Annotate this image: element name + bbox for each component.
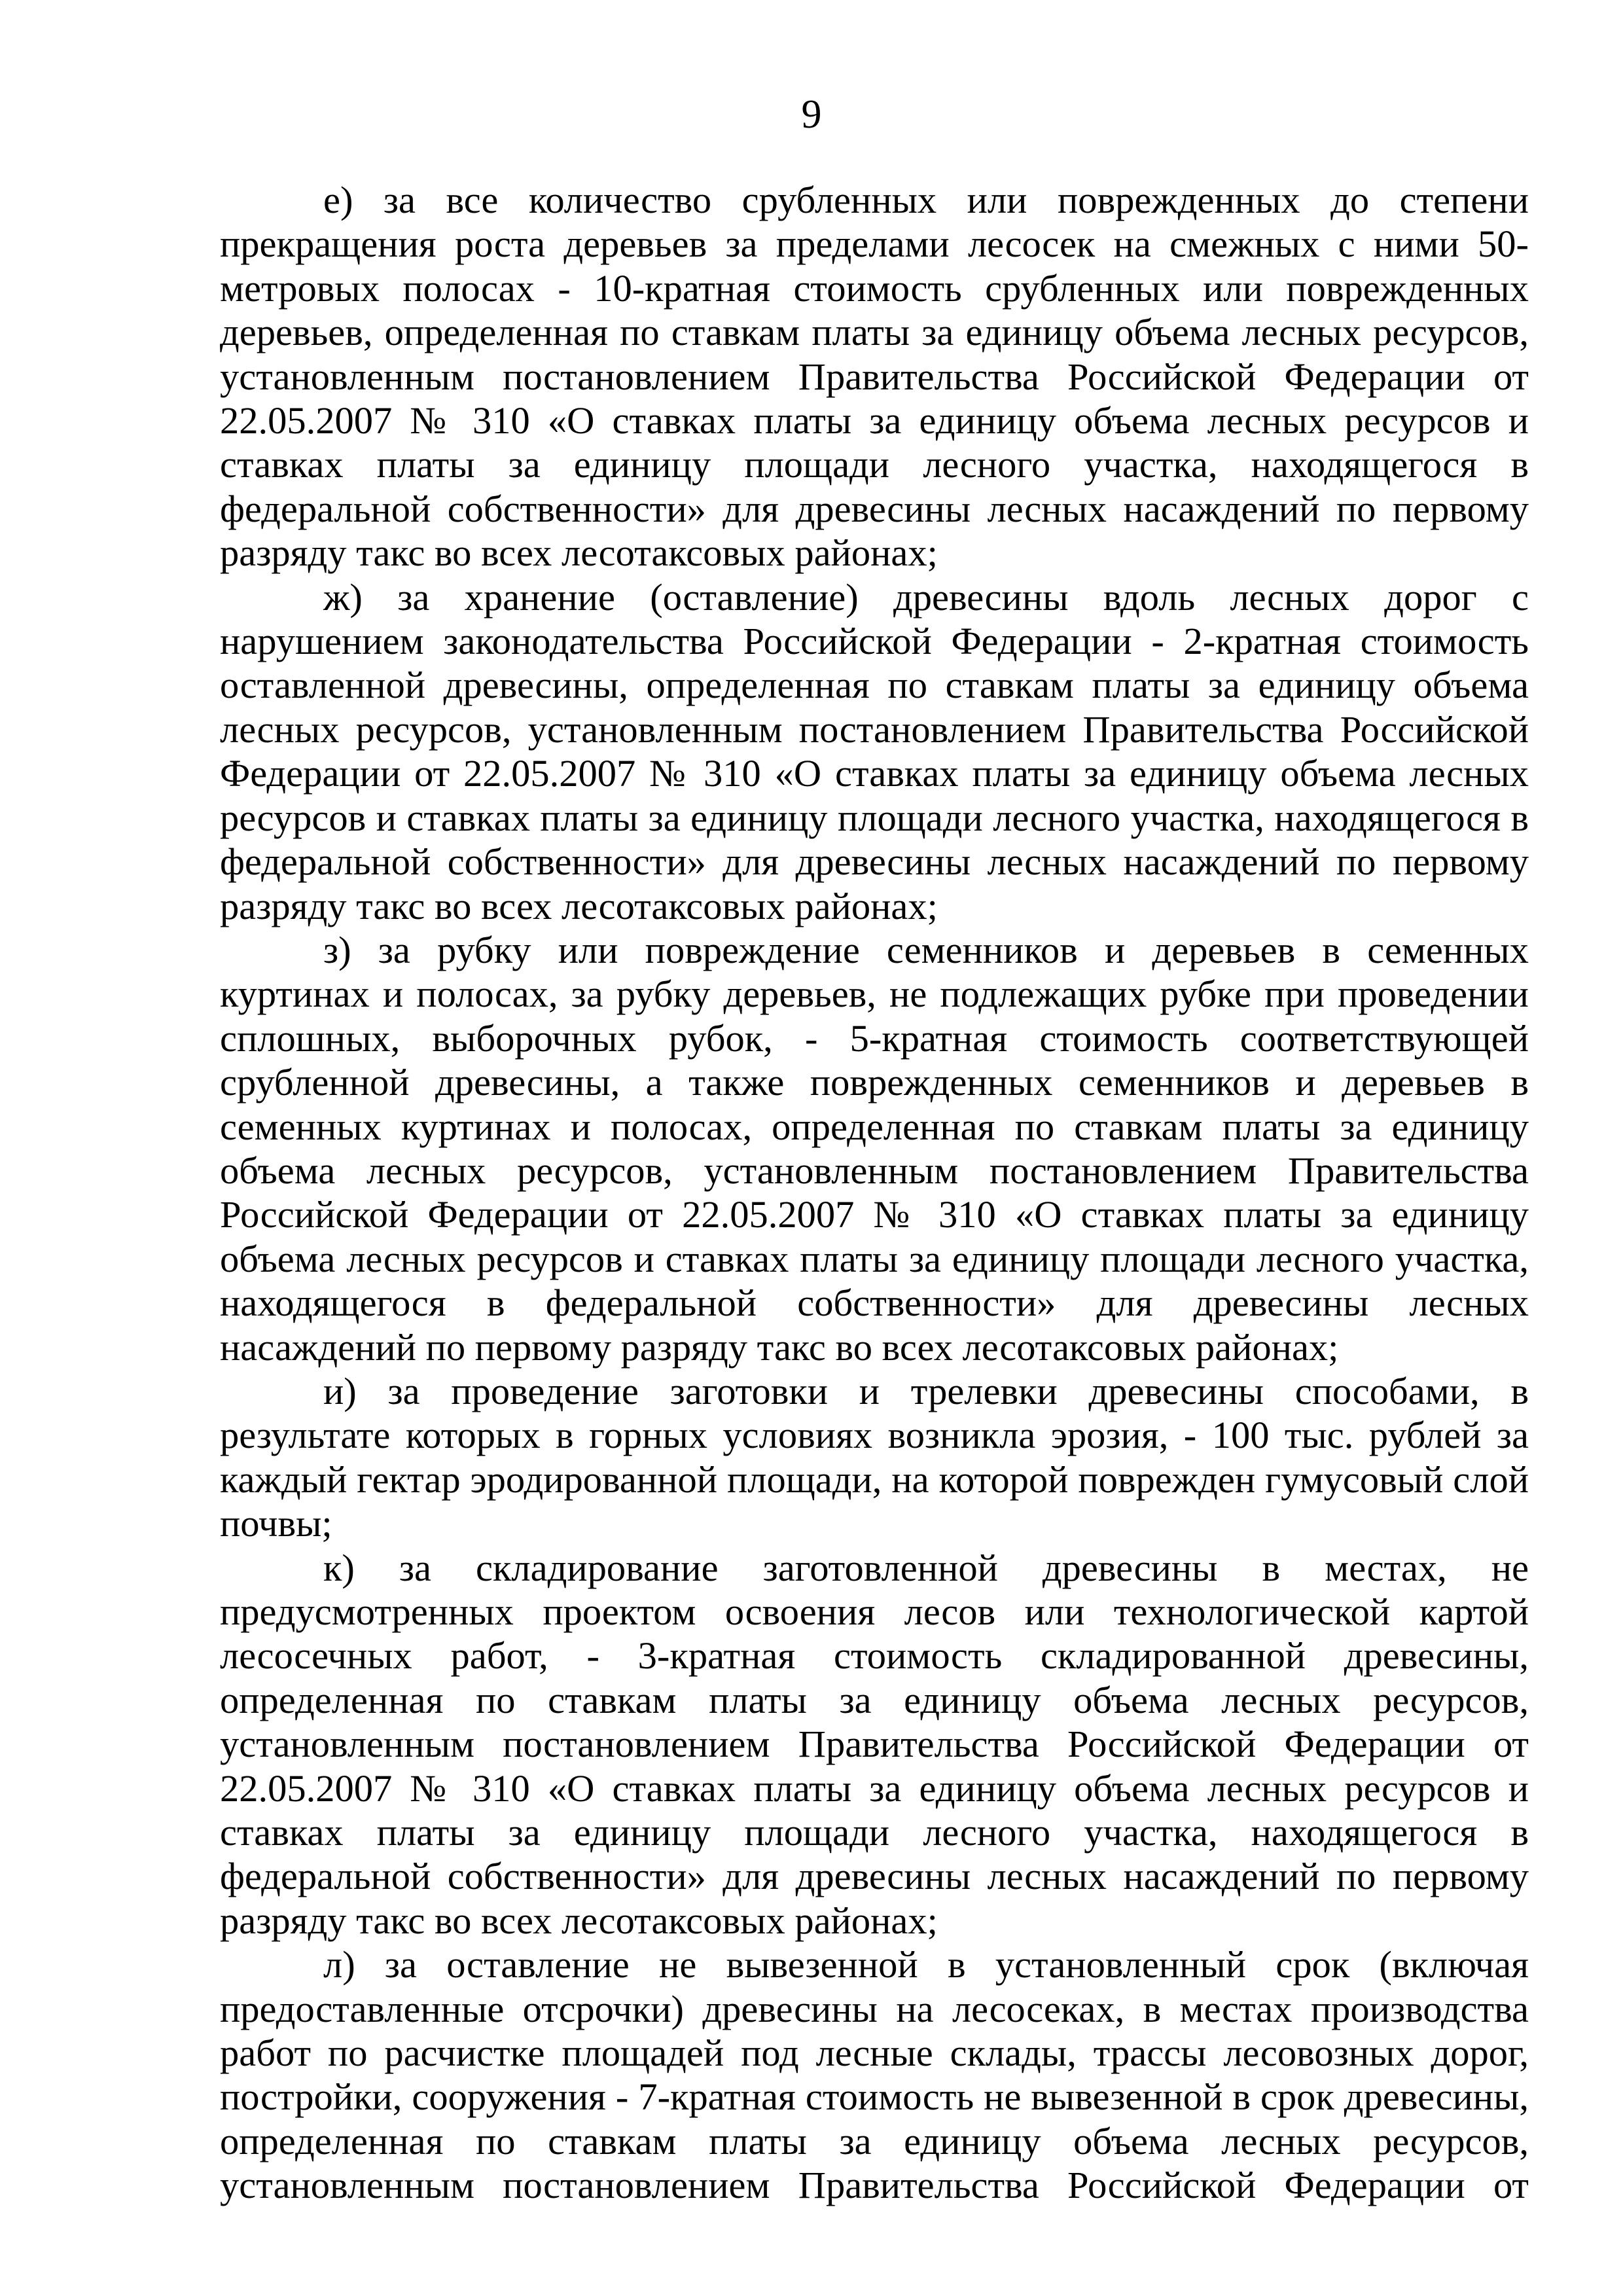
document-body xyxy=(220,178,1529,2208)
paragraph-zh: ж) за хранение (оставление) древесины вдоль лесных дорог с нарушением законодательства Российской Федерации - 2-кратная стоимость оставленной древесины, определенная по ставкам платы за единицу объема лесных ресурсов, установленным постановлением Правительства Российской Федерации от 22.05.2007 № 310 «О ставках платы за единицу объема лесных ресурсов и ставках платы за единицу площади лесного участка, находящегося в федеральной собственности» для древесины лесных насаждений по первому разряду такс во всех лесотаксовых районах; xyxy=(220,575,1529,927)
paragraph-i: и) за проведение заготовки и трелевки древесины способами, в результате которых в горных условиях возникла эрозия, - 100 тыс. рублей за каждый гектар эродированной площади, на которой поврежден гумусовый слой почвы; xyxy=(220,1369,1529,1545)
paragraph-z: з) за рубку или повреждение семенников и деревьев в семенных куртинах и полосах, за рубку деревьев, не подлежащих рубке при проведении сплошных, выборочных рубок, - 5-кратная стоимость соответствующей срубленной древесины, а также поврежденных семенников и деревьев в семенных куртинах и полосах, определенная по ставкам платы за единицу объема лесных ресурсов, установленным постановлением Правительства Российской Федерации от 22.05.2007 № 310 «О ставках платы за единицу объема лесных ресурсов и ставках платы за единицу площади лесного участка, находящегося в федеральной собственности» для древесины лесных насаждений по первому разряду такс во всех лесотаксовых районах; xyxy=(220,928,1529,1369)
paragraph-l: л) за оставление не вывезенной в установленный срок (включая предоставленные отсрочки) древесины на лесосеках, в местах производства работ по расчистке площадей под лесные склады, трассы лесовозных дорог, постройки, сооружения - 7-кратная стоимость не вывезенной в срок древесины, определенная по ставкам платы за единицу объема лесных ресурсов, установленным постановлением Правительства Российской Федерации от xyxy=(220,1943,1529,2207)
page-number: 9 xyxy=(801,92,822,137)
paragraph-k: к) за складирование заготовленной древесины в местах, не предусмотренных проектом освоения лесов или технологической картой лесосечных работ, - 3-кратная стоимость складированной древесины, определенная по ставкам платы за единицу объема лесных ресурсов, установленным постановлением Правительства Российской Федерации от 22.05.2007 № 310 «О ставках платы за единицу объема лесных ресурсов и ставках платы за единицу площади лесного участка, находящегося в федеральной собственности» для древесины лесных насаждений по первому разряду такс во всех лесотаксовых районах; xyxy=(220,1546,1529,1942)
paragraph-e: е) за все количество срубленных или поврежденных до степени прекращения роста деревьев за пределами лесосек на смежных с ними 50-метровых полосах - 10-кратная стоимость срубленных или поврежденных деревьев, определенная по ставкам платы за единицу объема лесных ресурсов, установленным постановлением Правительства Российской Федерации от 22.05.2007 № 310 «О ставках платы за единицу объема лесных ресурсов и ставках платы за единицу площади лесного участка, находящегося в федеральной собственности» для древесины лесных насаждений по первому разряду такс во всех лесотаксовых районах; xyxy=(220,179,1529,575)
